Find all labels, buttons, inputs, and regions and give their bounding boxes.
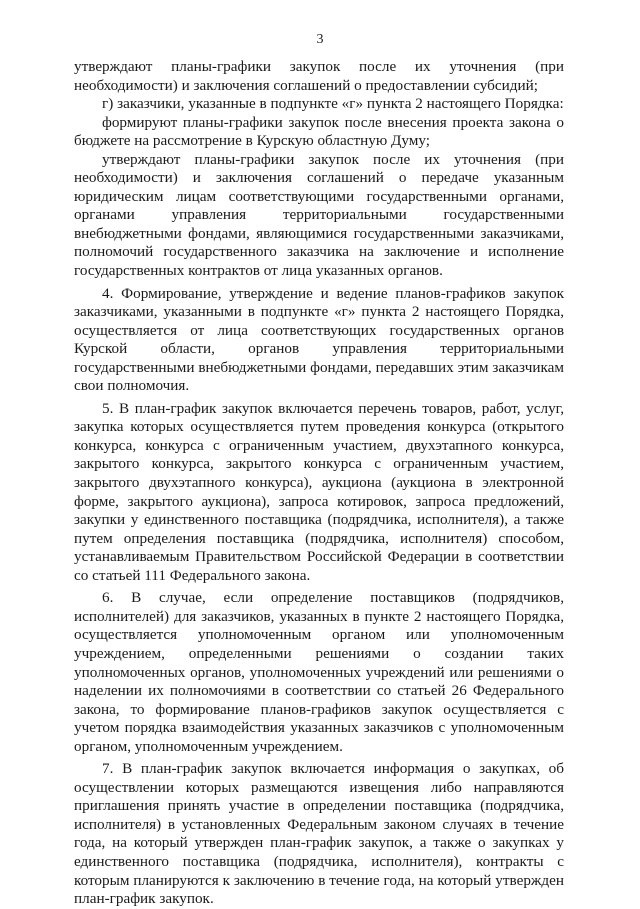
paragraph-item-4: 4. Формирование, утверждение и ведение планов-графиков закупок заказчиками, указанными в подпункте «г» пункта 2 настоящего Порядка, осуществляется от лица соответствующих государственных органов Курской области, органов управления территориальными государственными внебюджетными фондами, передавших этим заказчикам свои полномочия. bbox=[74, 284, 564, 395]
paragraph-subitem-g: г) заказчики, указанные в подпункте «г» пункта 2 настоящего Порядка: bbox=[102, 95, 564, 113]
paragraph-approve-schedules: утверждают планы-графики закупок после их уточнения (при необходимости) и заключения соглашений о передаче указанным юридическим лицам соответствующими государственными органами, органами управления территориальными государственными внебюджетными фондами, являющимися государственными заказчиками, полномочий государственного заказчика на заключение и исполнение государственных контрактов от лица указанных органов. bbox=[74, 150, 564, 280]
page-number: 3 bbox=[316, 32, 324, 47]
document-body bbox=[74, 58, 564, 909]
paragraph-continuation: утверждают планы-графики закупок после их уточнения (при необходимости) и заключения соглашений о предоставлении субсидий; bbox=[74, 58, 564, 94]
paragraph-item-5: 5. В план-график закупок включается перечень товаров, работ, услуг, закупка которых осуществляется путем проведения конкурса (открытого конкурса, конкурса с ограниченным участием, двухэтапного конкурса, закрытого конкурса, закрытого конкурса с ограниченным участием, закрытого двухэтапного конкурса), аукциона (аукциона в электронной форме, закрытого аукциона), запроса котировок, запроса предложений, закупки у единственного поставщика (подрядчика, исполнителя), а также путем определения поставщика (подрядчика, исполнителя) способом, устанавливаемым Правительством Российской Федерации в соответствии со статьей 111 Федерального закона. bbox=[74, 399, 564, 584]
paragraph-item-7: 7. В план-график закупок включается информация о закупках, об осуществлении которых размещаются извещения либо направляются приглашения принять участие в определении поставщика (подрядчика, исполнителя) в установленных Федеральным законом случаях в течение года, на который утвержден план-график закупок, а также о закупках у единственного поставщика (подрядчика, исполнителя), контракты с которым планируются к заключению в течение года, на который утвержден план-график закупок. bbox=[74, 760, 564, 908]
paragraph-form-schedules: формируют планы-графики закупок после внесения проекта закона о бюджете на рассмотрение в Курскую областную Думу; bbox=[74, 113, 564, 150]
paragraph-item-6: 6. В случае, если определение поставщиков (подрядчиков, исполнителей) для заказчиков, указанных в пункте 2 настоящего Порядка, осуществляется уполномоченным органом или уполномоченным учреждением, определенными решениями о создании таких уполномоченных органов, уполномоченных учреждений или решениями о наделении их полномочиями в соответствии со статьей 26 Федерального закона, то формирование планов-графиков закупок осуществляется с учетом порядка взаимодействия указанных заказчиков с уполномоченным органом, уполномоченным учреждением. bbox=[74, 589, 564, 755]
